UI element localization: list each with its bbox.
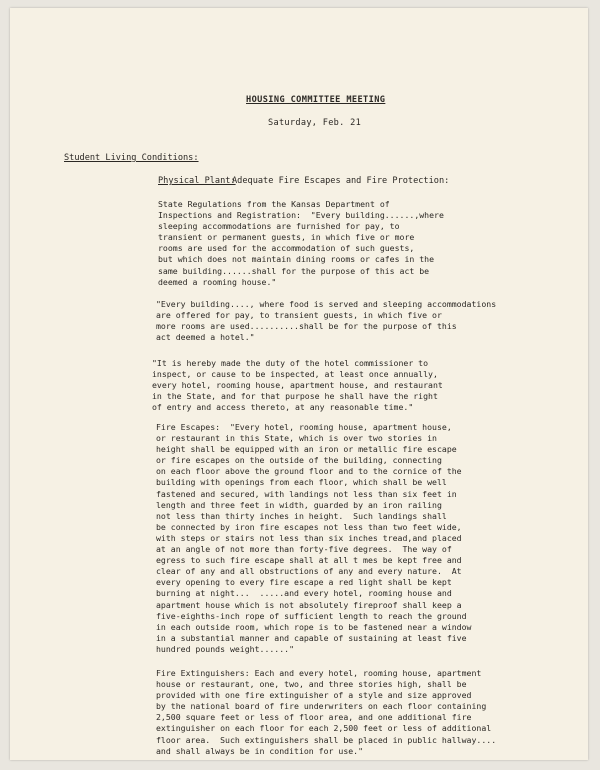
section-heading: Student Living Conditions: bbox=[64, 153, 199, 163]
meeting-date: Saturday, Feb. 21 bbox=[268, 118, 362, 128]
paragraph-state-regulations: State Regulations from the Kansas Department of Inspections and Registration: "Every building......,where sleeping accommodations are furnished for pay, to transient or permanent guests, in which five or more rooms are used for the accommodation of such guests, but which does not maintain dining rooms or cafes in the same building......shall for the purpose of this act be deemed a rooming house." bbox=[158, 199, 444, 287]
paragraph-inspection-duty: "It is hereby made the duty of the hotel commissioner to inspect, or cause to be inspected, at least once annually, every hotel, rooming house, apartment house, and restaurant in the State, and for that purpose he shall have the right of entry and access thereto, at any reasonable time." bbox=[152, 358, 443, 413]
paragraph-fire-escapes: Fire Escapes: "Every hotel, rooming house, apartment house, or restaurant in this State, which is over two stories in height shall be equipped with an iron or metallic fire escape or fire escapes on the outside of the building, connecting on each floor above the ground floor and to the cornice of the building with openings from each floor, which shall be well fastened and secured, with landings not less than six feet in length and three feet in width, guarded by an iron railing not less than thirty inches in height. Such landings shall be connected by iron fire escapes not less than two feet wide, with steps or stairs not less than six inches tread,and placed at an angle of not more than forty-five degrees. The way of egress to such fire escape shall at all t mes be kept free and clear of any and all obstructions of any and every nature. At every opening to every fire escape a red light shall be kept burning at night... .....and every hotel, rooming house and apartment house which is not absolutely fireproof shall keep a five-eighths-inch rope of sufficient length to reach the ground in each outside room, which rope is to be fastened near a window in a substantial manner and capable of sustaining at least five hundred pounds weight......" bbox=[156, 422, 472, 654]
paragraph-hotel-definition: "Every building...., where food is served and sleeping accommodations are offered for pay, to transient guests, in which five or more rooms are used..........shall be for the purpose of this act deemed a hotel." bbox=[156, 299, 497, 343]
document-title: HOUSING COMMITTEE MEETING bbox=[246, 95, 386, 105]
document-page bbox=[10, 8, 588, 760]
subsection-label: Physical Plant: bbox=[158, 176, 236, 186]
subsection-text: Adequate Fire Escapes and Fire Protection: bbox=[232, 176, 450, 186]
paragraph-fire-extinguishers: Fire Extinguishers: Each and every hotel, rooming house, apartment house or restaurant, one, two, and three stories high, shall be provided with one fire extinguisher of a style and size approved by the national board of fire underwriters on each floor containing 2,500 square feet or less of floor area, and one additional fire extinguisher on each floor for each 2,500 feet or less of additional floor area. Such extinguishers shall be placed in public hallway.... and shall always be in condition for use." bbox=[156, 668, 497, 756]
